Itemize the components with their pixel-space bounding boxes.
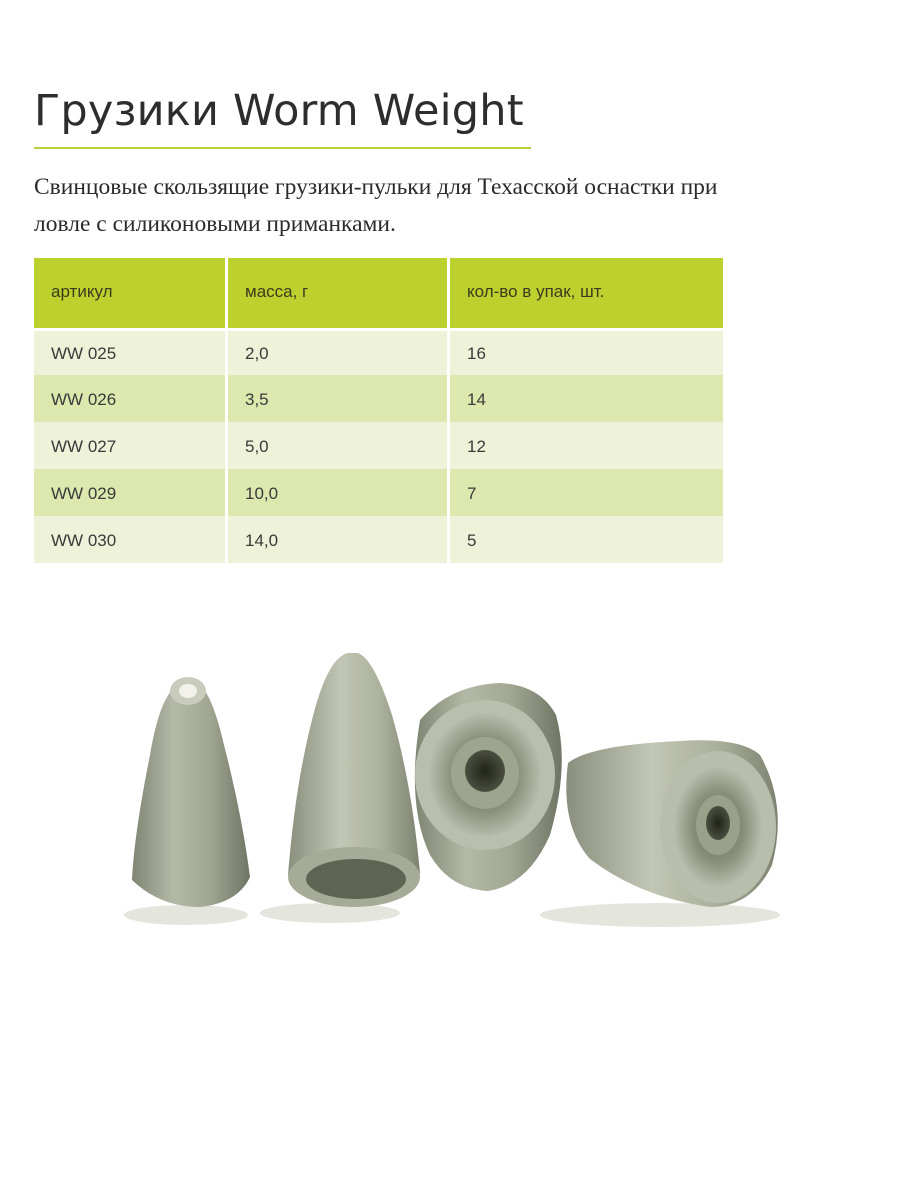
header-article: артикул [34,258,228,328]
cell-mass: 5,0 [228,422,450,469]
page-title: Грузики Worm Weight [34,86,524,136]
cell-quantity: 16 [467,344,486,363]
cell-quantity: 14 [467,389,486,409]
title-underline [34,147,531,149]
cell-article: WW 027 [34,422,228,469]
cell-mass: 10,0 [228,469,450,516]
table-row [34,375,723,422]
description-line: ловле с силиконовыми приманками. [34,211,396,237]
weight-3 [415,683,562,891]
cell-quantity: 12 [467,436,486,456]
weight-1 [124,677,250,925]
cell-quantity: 5 [467,530,477,550]
product-description [34,169,884,243]
weight-2 [260,653,420,923]
table-row [34,469,723,516]
cell-mass: 3,5 [228,375,450,422]
weight-4 [540,740,780,927]
cell-mass: 2,0 [228,331,450,375]
header-mass: масса, г [228,258,450,328]
table-row [34,422,723,469]
table-row [34,516,723,563]
header-quantity: кол-во в упак, шт. [467,282,605,301]
cell-mass: 14,0 [228,516,450,563]
product-photo [120,645,800,935]
cell-article: WW 026 [34,375,228,422]
description-line: Свинцовые скользящие грузики-пульки для Техасской оснастки при [34,174,718,200]
cell-article: WW 030 [34,516,228,563]
table-header-row [34,258,723,328]
specs-table [34,258,723,563]
cell-quantity: 7 [467,483,477,503]
cell-article: WW 025 [34,331,228,375]
table-row [34,328,723,375]
cell-article: WW 029 [34,469,228,516]
